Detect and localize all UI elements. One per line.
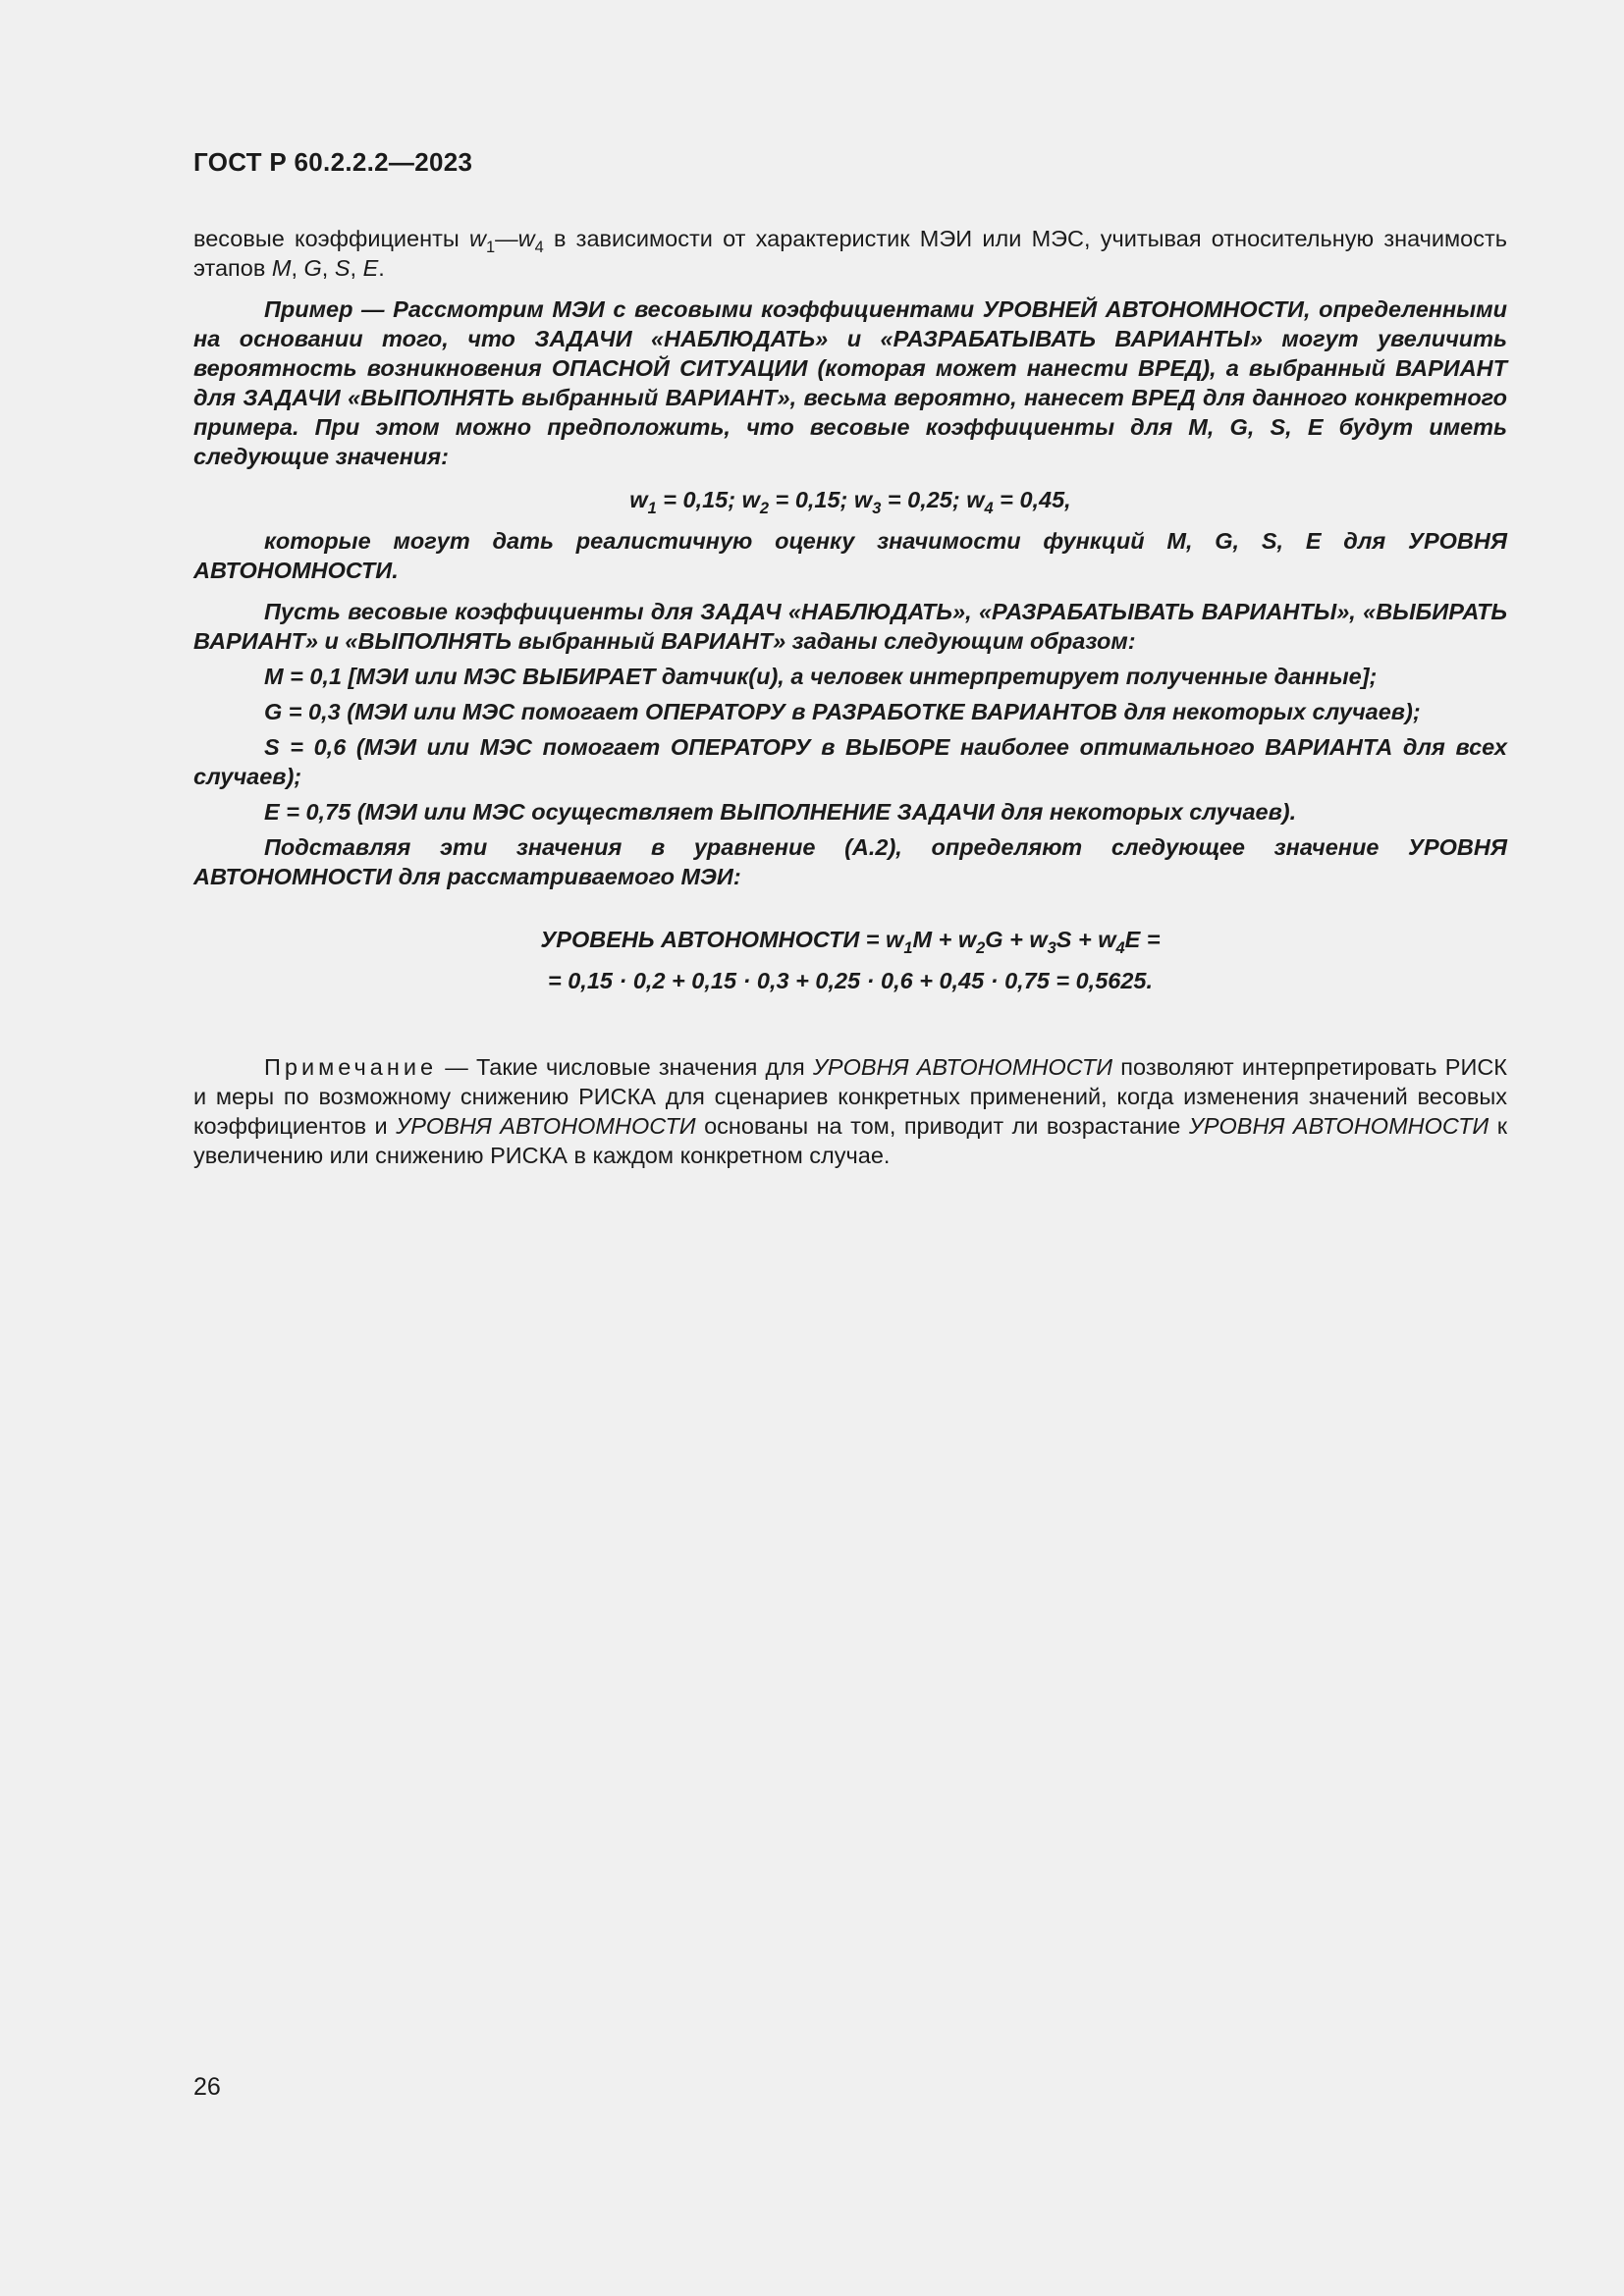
document-header: ГОСТ Р 60.2.2.2—2023	[193, 147, 473, 177]
page-number: 26	[193, 2073, 221, 2101]
e-value-line: E = 0,75 (МЭИ или МЭС осуществляет ВЫПОЛНЕНИЕ ЗАДАЧИ для некоторых случаев).	[264, 799, 1297, 825]
s-value-line: S = 0,6 (МЭИ или МЭС помогает ОПЕРАТОРУ в ВЫБОРЕ наиболее оптимального ВАРИАНТА для всех случаев);	[193, 734, 1507, 789]
substitute-paragraph: Подставляя эти значения в уравнение (А.2), определяют следующее значение УРОВНЯ АВТОНОМНОСТИ для рассматриваемого МЭИ:	[193, 834, 1507, 889]
equation-line-1: УРОВЕНЬ АВТОНОМНОСТИ = $w_1M + w_2G + w_3S + w_4E$ =	[540, 927, 1161, 957]
intro-paragraph: весовые коэффициенты $w_1—w_4$ в зависимости от характеристик МЭИ или МЭС, учитывая относительную значимость этапов M, G, S, E.	[193, 226, 1507, 281]
autonomy-equation	[193, 925, 1507, 995]
conclusion-paragraph: которые могут дать реалистичную оценку значимости функций M, G, S, E для УРОВНЯ АВТОНОМНОСТИ.	[193, 528, 1507, 583]
weights-formula: $w_1 = 0,15$; $w_2 = 0,15$; $w_3 = 0,25$; $w_4 = 0,45$,	[629, 487, 1071, 517]
g-value-line: G = 0,3 (МЭИ или МЭС помогает ОПЕРАТОРУ в РАЗРАБОТКЕ ВАРИАНТОВ для некоторых случаев);	[264, 699, 1421, 724]
note-label: Примечание	[264, 1054, 438, 1080]
m-value-line: M = 0,1 [МЭИ или МЭС ВЫБИРАЕТ датчик(и), а человек интерпретирует полученные данные];	[264, 664, 1378, 689]
page-content	[193, 224, 1507, 1170]
example-paragraph: Пример — Рассмотрим МЭИ с весовыми коэффициентами УРОВНЕЙ АВТОНОМНОСТИ, определенными на основании того, что ЗАДАЧИ «НАБЛЮДАТЬ» и «РАЗРАБАТЫВАТЬ ВАРИАНТЫ» могут увеличить вероятность возникновения ОПАСНОЙ СИТУАЦИИ (которая может нанести ВРЕД), а выбранный ВАРИАНТ для ЗАДАЧИ «ВЫПОЛНЯТЬ выбранный ВАРИАНТ», весьма вероятно, нанесет ВРЕД для данного конкретного примера. При этом можно предположить, что весовые коэффициенты для M, G, S, E будут иметь следующие значения:	[193, 296, 1507, 469]
equation-line-2: = 0,15 · 0,2 + 0,15 · 0,3 + 0,25 · 0,6 + 0,45 · 0,75 = 0,5625.	[547, 968, 1153, 993]
note-paragraph: Примечание — Такие числовые значения для УРОВНЯ АВТОНОМНОСТИ позволяют интерпретировать РИСК и меры по возможному снижению РИСКА для сценариев конкретных применений, когда изменения значений весовых коэффициентов и УРОВНЯ АВТОНОМНОСТИ основаны на том, приводит ли возрастание УРОВНЯ АВТОНОМНОСТИ к увеличению или снижению РИСКА в каждом конкретном случае.	[193, 1054, 1508, 1168]
tasks-intro-paragraph: Пусть весовые коэффициенты для ЗАДАЧ «НАБЛЮДАТЬ», «РАЗРАБАТЫВАТЬ ВАРИАНТЫ», «ВЫБИРАТЬ ВАРИАНТ» и «ВЫПОЛНЯТЬ выбранный ВАРИАНТ» заданы следующим образом:	[193, 599, 1507, 654]
